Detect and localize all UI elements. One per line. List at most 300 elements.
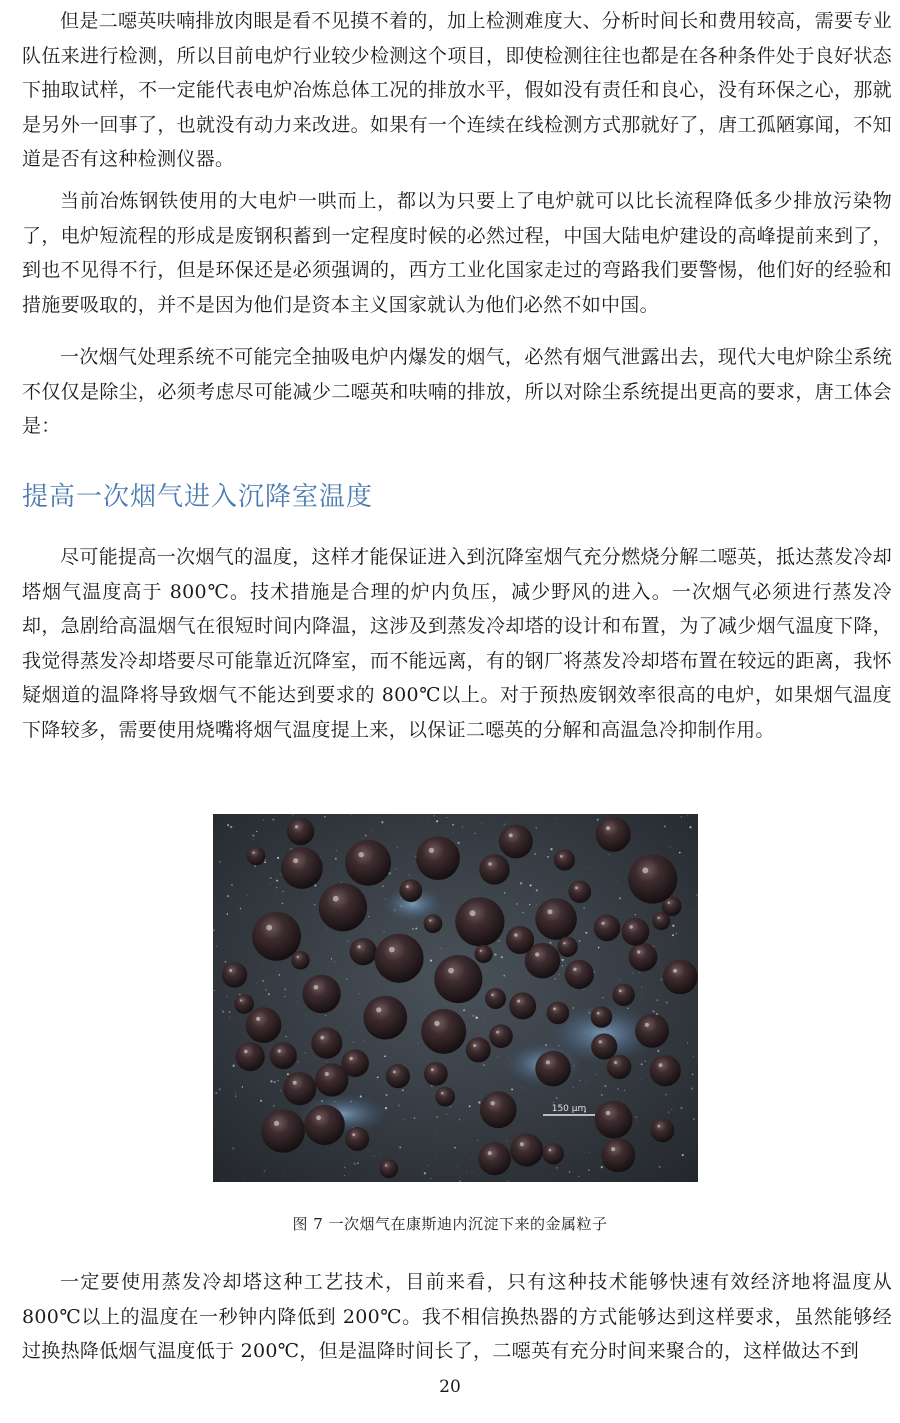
metal-particle [302,975,340,1013]
speck [428,1165,429,1166]
speck [656,999,658,1001]
speck [547,856,549,858]
speck [344,1175,345,1176]
metal-particle [455,897,504,946]
speck [692,1073,694,1075]
speck [431,1085,432,1086]
speck [639,972,640,973]
paragraph-electric-furnace-boom: 当前冶炼钢铁使用的大电炉一哄而上，都以为只要上了电炉就可以比长流程降低多少排放污染物了，电炉短流程的形成是废钢积蓄到一定程度时候的必然过程，中国大陆电炉建设的高峰提前来到了，到也不见得不行，但是环保还是必须强调的，西方工业化国家走过的弯路我们要警惕，他们好的经验和措施要吸取的，并不是因为他们是资本主义国家就认为他们必然不如中国。 [22,190,892,316]
speck [362,838,363,839]
speck [473,1172,474,1173]
metal-particle [629,943,658,972]
speck [690,911,691,912]
speck [501,956,503,958]
speck [477,1140,478,1141]
speck [371,1151,372,1152]
speck [222,1179,223,1180]
speck [436,1116,438,1118]
speck [230,826,232,828]
speck [458,842,460,844]
speck [624,1090,626,1092]
speck [452,833,453,834]
metal-particle [399,879,422,902]
speck [681,816,682,817]
speck [264,861,266,863]
speck [314,904,315,905]
speck [589,1152,590,1153]
speck [263,1170,265,1172]
speck [589,1012,590,1013]
speck [687,816,688,817]
speck [353,1041,355,1043]
speck [588,1169,590,1171]
speck [306,1015,307,1016]
speck [516,903,518,905]
speck [256,831,257,832]
speck [619,897,621,899]
metal-particle [363,996,407,1040]
speck [565,965,566,966]
metal-particle [595,1101,633,1139]
speck [284,989,286,991]
metal-particle [345,840,391,886]
metal-particle [569,880,592,903]
speck [233,1065,235,1067]
speck [617,880,618,881]
speck [260,1100,262,1102]
speck [215,1092,217,1094]
metal-particle [350,938,377,965]
speck [586,1081,587,1082]
metal-particle [283,1072,316,1105]
speck [398,1106,399,1107]
speck [297,1001,298,1002]
speck [298,1061,299,1062]
speck [604,1085,606,1087]
metal-particle [435,1087,455,1107]
speck [660,979,662,981]
speck [509,857,510,858]
speck [440,948,441,949]
speck [520,882,522,884]
speck [608,854,609,855]
metal-particle [386,1064,410,1088]
speck [676,933,677,934]
speck [354,1163,356,1165]
speck [384,1055,386,1057]
metal-particle [591,1006,613,1028]
speck [247,895,248,896]
speck [693,1118,694,1119]
speck [326,930,327,931]
speck [601,1094,603,1096]
speck [558,1045,559,1046]
paragraph-evaporative-cooling: 一定要使用蒸发冷却塔这种工艺技术，目前来看，只有这种技术能够快速有效经济地将温度从 800℃以上的温度在一秒钟内降低到 200℃。我不相信换热器的方式能够达到这样要求，虽然能够经过换热降低烟气温度低于 200℃，但是温降时间长了，二噁英有充分时间来聚合的，这样做达不到 [22,1271,892,1363]
speck [427,819,428,820]
speck [273,1105,275,1107]
speck [680,1107,682,1109]
speck [522,912,523,913]
metal-particle [650,1055,681,1086]
metal-particle [236,1042,265,1071]
speck [358,993,359,994]
speck [396,868,397,869]
speck [268,993,270,995]
speck [555,818,556,819]
speck [385,898,386,899]
metal-particle [475,945,493,963]
speck [262,980,264,982]
speck [415,928,417,930]
speck [331,958,332,959]
speck [657,1050,659,1052]
speck [671,1045,672,1046]
speck [399,1105,400,1106]
metal-particle [281,847,323,889]
speck [589,868,590,869]
speck [474,833,475,834]
metal-particle [261,1109,305,1153]
speck [583,907,585,909]
speck [360,1095,362,1097]
speck [562,959,564,961]
speck [466,1171,467,1172]
speck [682,1154,684,1156]
speck [408,874,409,875]
speck [507,1057,508,1058]
speck [244,1177,245,1178]
speck [346,978,348,980]
metal-particle [628,854,677,903]
speck [252,835,254,837]
speck [460,1177,461,1178]
speck [368,1151,369,1152]
speck [242,1086,243,1087]
speck [679,852,680,853]
speck [536,904,537,905]
speck [581,1054,582,1055]
speck [641,996,642,997]
speck [556,1167,558,1169]
speck [283,1172,284,1173]
paragraph-dioxin-detection: 但是二噁英呋喃排放肉眼是看不见摸不着的，加上检测难度大、分析时间长和费用较高，需要专业队伍来进行检测，所以目前电炉行业较少检测这个项目，即使检测往往也都是在各种条件处于良好状态下抽取试样，不一定能代表电炉冶炼总体工况的排放水平，假如没有责任和良心，没有环保之心，那就是另外一回事了，也就没有动力来改进。如果有一个连续在线检测方式那就好了，唐工孤陋寡闻，不知道是否有这种检测仪器。 [22,10,892,171]
speck [399,1146,401,1148]
speck [498,940,500,942]
speck [231,884,233,886]
speck [573,1007,575,1009]
metal-particle [506,926,534,954]
paragraph-primary-fume-system: 一次烟气处理系统不可能完全抽吸电炉内爆发的烟气，必然有烟气泄露出去，现代大电炉除尘系统不仅仅是除尘，必须考虑尽可能减少二噁英和呋喃的排放，所以对除尘系统提出更高的要求，唐工体会是： [22,346,892,438]
speck [227,824,229,826]
speck [450,1106,451,1107]
speck [274,1081,276,1083]
speck [276,880,278,882]
speck [506,1141,507,1142]
metal-particle [222,962,247,987]
speck [494,953,496,955]
metal-particle [416,836,460,880]
speck [378,1070,379,1071]
speck [290,848,292,850]
speck [550,942,552,944]
speck [435,1155,436,1156]
speck [462,826,463,827]
speck [481,822,482,823]
speck [556,1030,557,1031]
metal-particle [594,915,621,942]
speck [670,846,671,847]
speck [534,853,536,855]
speck [529,904,530,905]
speck [229,1011,231,1013]
metal-particle [319,883,367,931]
speck [446,1114,447,1115]
speck [227,913,228,914]
speck [381,821,383,823]
speck [482,1022,483,1023]
metal-particle [499,824,533,858]
metal-particle [466,1037,491,1062]
speck [476,1017,478,1019]
metal-particle [622,918,650,946]
speck [254,968,255,969]
speck [382,886,383,887]
speck [335,858,337,860]
speck [365,834,367,836]
speck [270,1080,272,1082]
speck [436,1132,437,1133]
speck [334,961,336,963]
section-heading: 提高一次烟气进入沉降室温度 [22,482,374,512]
speck [325,1015,326,1016]
speck [344,1031,345,1032]
metal-particle [247,847,266,866]
speck [641,1063,643,1065]
speck [280,1090,281,1091]
speck [457,1166,458,1167]
speck [363,1040,364,1041]
metal-particle [554,849,575,870]
speck [284,996,285,997]
speck [277,1080,279,1082]
speck [414,1117,416,1119]
speck [263,819,264,820]
speck [431,1178,432,1179]
speck [389,1040,390,1041]
speck [412,928,414,930]
speck [573,1065,574,1066]
speck [393,909,395,911]
speck [374,1155,375,1156]
speck [573,1087,574,1088]
page-number: 20 [439,1377,461,1397]
speck [478,1101,480,1103]
speck [622,916,623,917]
metal-particle [311,1028,342,1059]
speck [635,1116,636,1117]
speck [585,1032,586,1033]
speck [459,1119,460,1120]
speck [466,1027,467,1028]
speck [348,940,349,941]
speck [504,975,505,976]
metal-particle [478,1142,511,1175]
speck [578,1176,580,1178]
speck [665,1094,666,1095]
speck [553,1102,554,1103]
speck [579,1080,580,1081]
metal-particle [345,1127,369,1151]
speck [402,1089,404,1091]
metal-particle [542,1143,564,1165]
metal-particle [651,1118,675,1142]
speck [463,1009,465,1011]
speck [459,1181,460,1182]
speck [666,1002,668,1004]
speck [368,916,369,917]
speck [660,1004,661,1005]
speck [214,990,215,991]
speck [627,1007,629,1009]
speck [255,865,256,866]
speck [389,872,391,874]
speck [272,819,274,821]
speck [535,827,537,829]
speck [617,1088,619,1090]
speck [385,1107,387,1109]
speck [536,889,538,891]
speck [229,1017,230,1018]
metal-particle [421,1009,466,1054]
speck [472,1015,474,1017]
metal-particle [252,912,301,961]
speck [469,1105,471,1107]
speck [598,947,600,949]
speck [550,848,552,850]
metal-particle [379,1159,398,1178]
speck [213,930,214,931]
speck [240,908,242,910]
speck [597,819,599,821]
speck [691,1087,693,1089]
speck [324,816,326,818]
metal-particle [479,854,509,884]
speck [433,815,435,817]
speck [697,819,698,820]
metal-particle [434,955,482,1003]
speck [530,816,531,817]
speck [672,925,674,927]
speck [558,974,559,975]
speck [282,903,284,905]
micrograph-figure [213,814,698,1182]
speck [483,1064,485,1066]
metal-particle-micrograph [213,814,698,1182]
metal-particle [424,1062,448,1086]
speck [602,997,604,999]
paragraph-raise-fume-temperature: 尽可能提高一次烟气的温度，这样才能保证进入到沉降室烟气充分燃烧分解二噁英，抵达蒸发冷却塔烟气温度高于 800℃。技术措施是合理的炉内负压，减少野风的进入。一次烟气必须进行蒸发冷却，急剧给高温烟气在很短时间内降温，这涉及到蒸发冷却塔的设计和布置，为了减少烟气温度下降，我觉得蒸发冷却塔要尽可能靠近沉降室，而不能远离，有的钢厂将蒸发冷却塔布置在较远的距离，我怀疑烟道的温降将导致烟气不能达到要求的 800℃以上。对于预热废钢效率很高的电炉，如果烟气温度下降较多，需要使用烧嘴将烟气温度提上来，以保证二噁英的分解和高温急冷抑制作用。 [22,546,892,741]
speck [585,932,587,934]
speck [279,974,281,976]
speck [521,1087,522,1088]
metal-particle [489,1024,513,1048]
metal-particle [663,960,698,995]
speck [314,885,316,887]
speck [601,1166,603,1168]
speck [599,1084,600,1085]
metal-particle [270,1042,297,1069]
speck [235,1095,236,1096]
speck [270,883,271,884]
metal-particle [652,912,670,930]
speck [321,1100,323,1102]
speck [545,1044,547,1046]
speck [530,884,532,886]
speck [504,892,505,893]
speck [350,1101,352,1103]
speck [276,887,277,888]
metal-particle [480,1091,517,1128]
speck [277,857,279,859]
speck [216,946,218,948]
speck [687,1043,688,1044]
speck [619,979,620,980]
speck [430,960,432,962]
metal-particle [591,1033,617,1059]
speck [417,1042,418,1043]
figure-caption: 图 7 一次烟气在康斯迪内沉淀下来的金属粒子 [292,1215,608,1233]
metal-particle [635,1014,669,1048]
metal-particle [246,1007,282,1043]
speck [635,914,636,915]
speck [380,1155,381,1156]
speck [589,1010,590,1011]
speck [397,847,399,849]
speck [497,1056,498,1057]
metal-particle [535,1051,571,1087]
speck [282,891,283,892]
speck [556,1097,558,1099]
speck [220,861,221,862]
speck [672,934,674,936]
metal-particle [509,992,536,1019]
speck [219,1088,220,1089]
speck [689,826,691,828]
metal-particle [510,1134,543,1167]
metal-particle [485,988,506,1009]
metal-particle [234,994,254,1014]
speck [632,973,633,974]
speck [404,1119,405,1120]
speck [225,961,227,963]
metal-particle [612,984,635,1007]
speck [334,1101,335,1102]
metal-particle [375,934,424,983]
speck [232,1147,234,1149]
speck [357,1162,359,1164]
speck [664,825,666,827]
speck [671,1109,672,1110]
speck [401,905,402,906]
speck [436,820,438,822]
speck [280,874,281,875]
metal-particle [287,818,314,845]
speck [693,1056,694,1057]
speck [425,1009,426,1010]
speck [424,1172,426,1174]
speck [327,1061,328,1062]
metal-particle [557,937,577,957]
